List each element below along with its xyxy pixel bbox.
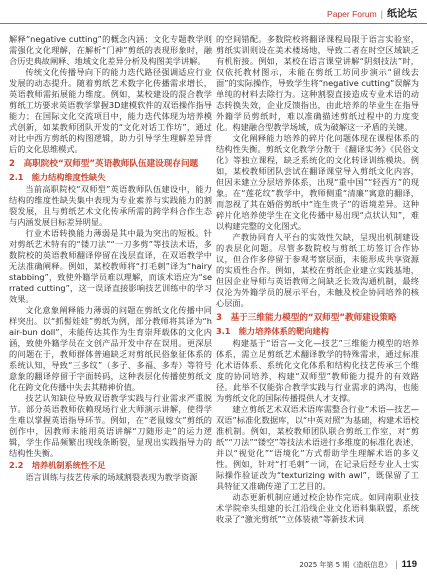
body-paragraph: 动态更新机制应通过校企协作完成。如同南职业技术学院牵头组建的长江沿线企业文化语料集联盟，系统收录了“激光剪纸”“立体装裱”等新技术词 xyxy=(216,492,419,524)
body-paragraph: 建立剪纸艺术双语术语库需整合行业“术语—技艺—双语”标准化数据库，以“中英对照”为基础，构建术语校准机制。例如，某校教师团队联合剪纸工作室，对“剪纸”“刀法”“镂空”等技法术语进行多维度的标准化表述，并以“视觉化”“语境化”方式帮助学生理解术语的多义性。例如，针对“打毛刺”一词，在记录后经专业人士实际操作验证改为“texturizing with awl”，既保留了工具特征又准确传递了工艺目的。 xyxy=(216,404,419,491)
page-header xyxy=(327,5,417,21)
subsection-heading: 3.1 能力培养体系的靶向建构 xyxy=(216,326,329,336)
body-paragraph: 技艺认知缺位导致双语教学实践与行业需求严重脱节。部分英语教师依赖现场行业大师演示讲解，使得学生难以掌握英语指导环节。例如，在“老鼠嫁女”剪纸的创作中，因教师未能用英语讲解“刀随形走”的运力逻辑，学生作品频繁出现线条断裂，显现出实践指导力的结构性失衡。 xyxy=(9,393,212,458)
footer-separator: | xyxy=(395,559,398,569)
section-name-chinese: 纸论坛 xyxy=(387,9,417,20)
body-paragraph: 行业术语转换能力薄弱是其中最为突出的短板。针对剪纸艺术特有的“镂刀法”“一刀多剪”等技法术语，多数院校的英语教师翻译停留在浅层直译，在双语教学中无法准确阐释。例如，某校教师将“打毛刺”译为“hairy stabbing”，致使外籍学员难以理解，而该术语应为“serrated cutting”，这一误译直接影响技艺训练中的学习效果。 xyxy=(9,228,212,304)
section-heading: 3 基于三维能力模型的“双师型”教师建设策略 xyxy=(216,313,397,323)
header-separator: | xyxy=(380,9,383,19)
header-rule xyxy=(0,23,427,24)
left-column xyxy=(9,34,212,554)
body-paragraph: 解释“negative cutting”的概念内涵；文化专题教学则需强化文化理解，在解析“门神”剪纸的表现形象时，融合历史典故阐释、地域文化差异分析及构图美学讲解。 xyxy=(9,34,212,66)
body-paragraph: 文化意象阐释能力薄弱的问题在剪纸文化传播中同样突出。以“抓髻娃娃”剪纸为例，部分教师将其译为“hair-bun doll”，未能传达其作为生育崇拜载体的文化内涵，致使外籍学员在文创产品开发中存在误用。更深层的问题在于，教师群体普遍缺乏对剪纸民俗象征体系的系统认知，导致“三多纹”（多子、多福、多寿）等符号意象的翻译停留于字面转码，这种表层化传播使剪纸文化在跨文化传播中失去其精神价值。 xyxy=(9,305,212,392)
body-paragraph: 构建基于“语言—文化—技艺”三维能力模型的培养体系，需立足剪纸艺术翻译教学的特殊需求，通过标准化术语体系、系统化文化体系和结构化技艺传承三个维度的协同培养，构建“双师型”教师能力提升的有效路径。此举不仅能弥合教学实践与行业需求的鸿沟，也能为剪纸文化的国际传播提供人才支撑。 xyxy=(216,338,419,403)
subsection-heading: 2.1 能力结构维度性缺失 xyxy=(9,172,106,182)
page-footer xyxy=(299,559,417,573)
body-paragraph: 的空间错配。多数院校将翻译课程局限于语言实验室，剪纸实训则设在美术楼场地，导致二者在时空区域缺乏有机衔接。例如，某校在语言课堂讲解“阴刻技法”时，仅依托教材图示，未能在剪纸工坊同步演示“留线去面”的实际操作，导致学生将“negative cutting”误解为单纯的材料去除行为。这种割裂直接造成专业术语的动态转换失效，企业反馈指出，由此培养的毕业生在指导外籍学员剪纸时，难以准确描述剪纸过程中的力度变化。构建融合型教学场域，成为破解这一矛盾的关键。 xyxy=(216,34,419,132)
journal-issue: 2025 年第 5 期《造纸信息》 xyxy=(299,561,392,569)
section-heading: 2 高职院校“双师型”英语教师队伍建设现存问题 xyxy=(9,159,199,169)
section-name-english: Paper Forum xyxy=(327,9,377,19)
body-paragraph: 传统文化传播导向下的能力迭代路径强调适应行业发展的动态提升。随着剪纸艺术数字化传播需求增长，英语教师需拓展能力维度。例如，某校建设的混合教学剪纸工坊要求英语教学掌握3D建模软件的双语操作指导能力；在国际文化交流项目中，能力迭代体现为培养模式创新，如某教师团队开发的“文化对话工作坊”，通过对比中西方剪纸的构图逻辑，助力引导学生理解差异背后的文化思维模式。 xyxy=(9,67,212,154)
body-paragraph: 产教协同育人平台的实效性欠缺，呈现出机制建设的表层化问题。尽管多数院校与剪纸工坊签订合作协议，但合作多停留于参观考察层面，未能形成共享资源的实质性合作。例如，某校在剪纸企业建立实践基地，但因企业导师与英语教师之间缺乏长效沟通机制，最终仅沦为外籍学员的展示平台，未触及校企协同培养的核心层面。 xyxy=(216,232,419,308)
body-paragraph: 语言训练与技艺传承的场域割裂表现为教学资源 xyxy=(25,472,198,482)
page-number: 119 xyxy=(401,559,417,570)
right-column xyxy=(216,34,419,554)
body-paragraph: 文化阐释能力培养的碎片化问题体现在课程体系的结构性失衡。剪纸文化教学分散于《翻译实务》《民俗文化》等独立课程，缺乏系统化的文化转译训练模块。例如，某校教师团队尝试在翻译课堂导入剪纸文化内容，但因未建立分层培养体系，出现“重中国”“轻西方”的现象。在“莲花纹”教学中，教师侧重“清廉”寓意的翻译，而忽视了其在婚俗剪纸中“连生贵子”的语境差异。这种碎片化培养使学生在文化传播中易出现“点状认知”，难以构建完整的文化图式。 xyxy=(216,133,419,231)
body-paragraph: 当前高职院校“双师型”英语教师队伍建设中，能力结构的维度性缺失集中表现为专业素养与实践能力的割裂发展，且与剪纸艺术文化传承所需的跨学科合作生态与内涵发展目标差异明显。 xyxy=(9,184,212,227)
subsection-heading: 2.2 培养机制系统性不足 xyxy=(9,460,106,470)
